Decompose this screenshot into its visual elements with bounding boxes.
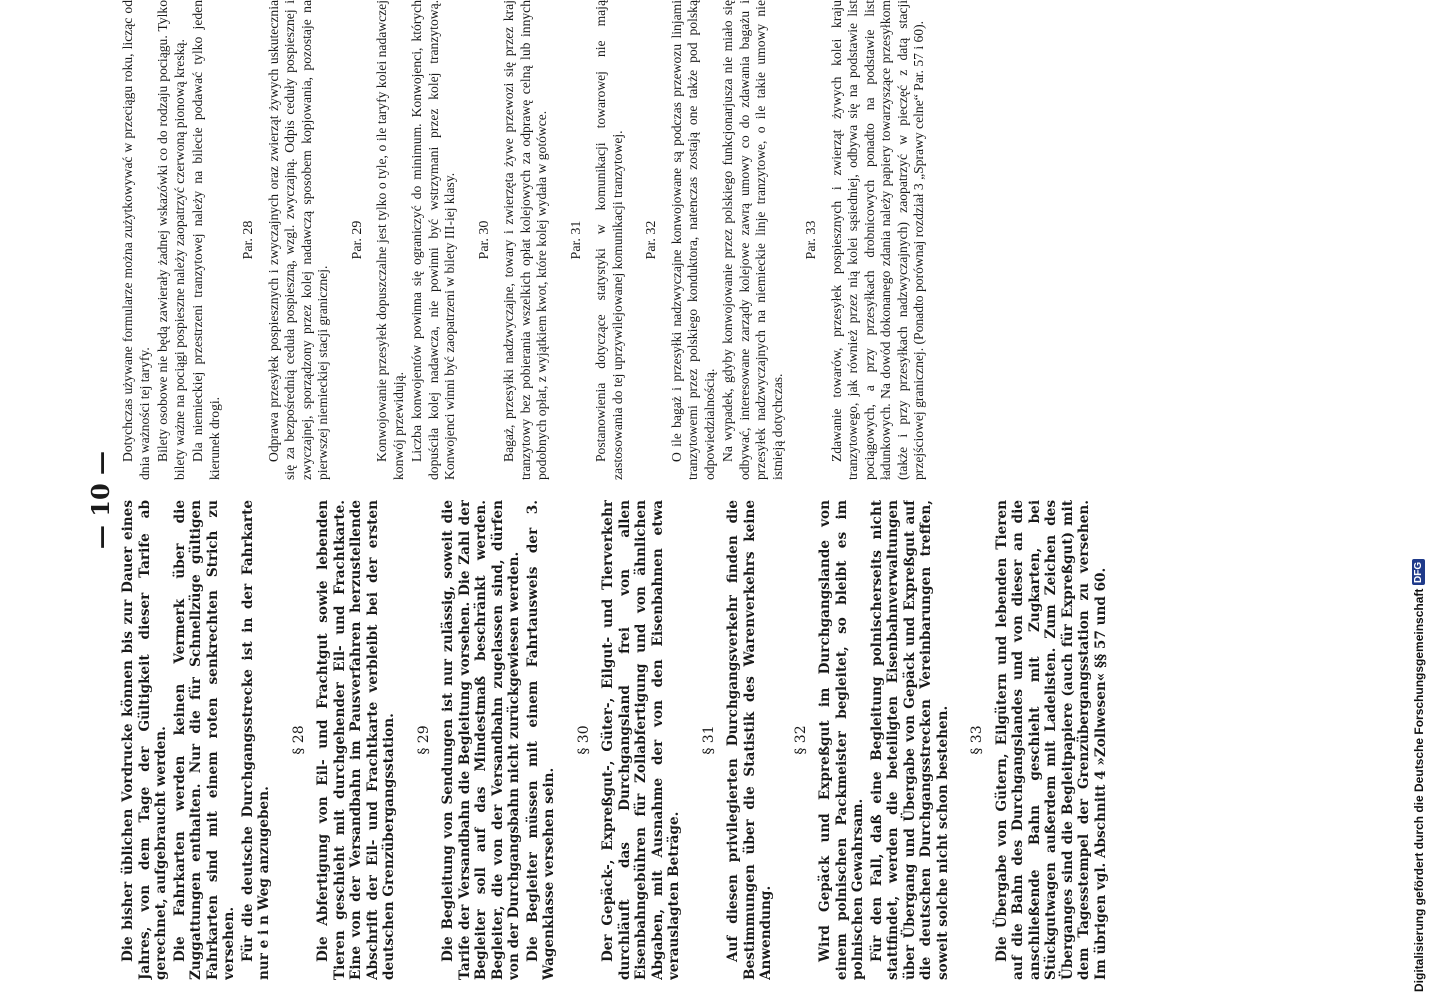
digitization-text: Digitalisierung gefördert durch die Deutsche Forschungsgemeinschaft <box>1412 588 1426 992</box>
section-paragraph: Postanowienia dotyczące statystyki w komunikacji towarowej nie mają zastosowania do tej uprzywilejowanej komunikacji tranzytowej. <box>593 0 625 480</box>
german-intro-2: Die Fahrkarten werden keinen Vermerk über die Zuggattungen enthalten. Nur die für Schnellzüge gültigen Fahrkarten sind mit einem roten senkrechten Strich zu versehen. <box>171 500 237 980</box>
polish-section-31 <box>569 0 627 480</box>
german-column <box>120 500 1420 980</box>
german-intro-3: Für die deutsche Durchgangsstrecke ist in der Fahrkarte nur e i n Weg anzugeben. <box>239 500 272 980</box>
section-heading: § 33 <box>969 725 985 755</box>
page-number: — 10 — <box>85 450 115 550</box>
german-section-29 <box>416 500 558 980</box>
german-section-31 <box>701 500 775 980</box>
section-paragraph: Für den Fall, daß eine Begleitung polnischerseits nicht stattfindet, werden die beteiligten Eisenbahnverwaltungen über Übergang und Übergabe von Gepäck und Expreßgut auf die deutschen Durchgangsstrecken Vereinbarungen treffen, soweit solche nicht schon bestehen. <box>868 500 951 980</box>
section-heading: § 31 <box>700 725 717 755</box>
section-paragraph: Na wypadek, gdyby konwojowanie przez polskiego funkcjonarjusza nie miało się odbywać, interesowane zarządy kolejowe zawrą umowy co do zdawania bagażu i przesyłek nadzwyczajnych na niemieckie linje tranzytowe, o ile takie umowy nie istnieją dotychczas. <box>720 0 785 480</box>
section-heading: Par. 33 <box>804 220 819 260</box>
section-paragraph: Der Gepäck-, Expreßgut-, Güter-, Eilgut- und Tierverkehr durchläuft das Durchgangsland frei von allen Eisenbahngebühren für Zollabfertigung und von ähnlichen Abgaben, mit Ausnahme der von den Eisenbahnen etwa verauslagten Beträge. <box>600 500 682 980</box>
digitization-note <box>1412 8 1432 992</box>
polish-section-32 <box>644 0 786 480</box>
section-heading: Par. 31 <box>568 220 584 260</box>
section-paragraph: Wird Gepäck und Expreßgut im Durchgangslande von einem polnischen Packmeister begleitet, so bleibt es im polnischen Gewahrsam. <box>817 500 866 980</box>
german-section-30 <box>576 500 683 980</box>
polish-column <box>120 0 1420 480</box>
section-paragraph: Die Begleitung von Sendungen ist nur zulässig, soweit die Tarife der Versandbahn die Begleitung vorsehen. Die Zahl der Begleiter soll auf das Mindestmaß beschränkt werden. Begleiter, die von der Versandbahn zugelassen sind, dürfen von der Durchgangsbahn nicht zurückgewiesen werden. <box>440 500 522 980</box>
polish-intro-3: Dla niemieckiej przestrzeni tranzytowej należy na bilecie podawać tylko jeden kierunek drogi. <box>190 0 222 480</box>
section-paragraph: Die Begleiter müssen mit einem Fahrtausweis der 3. Wagenklasse versehen sein. <box>524 500 557 980</box>
section-heading: Par. 29 <box>349 220 365 260</box>
section-heading: § 32 <box>792 725 809 755</box>
section-paragraph: Auf diesen privilegierten Durchgangsverkehr finden die Bestimmungen über die Statistik des Warenverkehrs keine Anwendung. <box>725 500 774 980</box>
section-paragraph: Die Übergabe von Gütern, Eilgütern und lebenden Tieren auf die Bahn des Durchgangslandes und von dieser an die anschließende Bahn geschieht mit Zugkarten, bei Stückgutwagen außerdem mit Ladelisten. Zum Zeichen des Überganges sind die Begleitpapiere (auch für Expreßgut) mit dem Tagesstempel der Grenzübergangsstation zu versehen. Im übrigen vgl. Abschnitt 4 »Zollwesen« §§ 57 und 60. <box>993 500 1109 980</box>
dfg-logo: DFG <box>1413 561 1424 583</box>
section-paragraph: Bagaż, przesyłki nadzwyczajne, towary i zwierzęta żywe przewozi się przez kraj tranzytowy bez pobierania wszelkich opłat kolejowych za odprawę celną lub innych podobnych opłat, z wyjątkiem kwot, które kolej wydała w gotówce. <box>501 0 549 480</box>
polish-intro-1: Dotychczas używane formularze można zużytkowywać w przeciągu roku, licząc od dnia ważności tej taryfy. <box>120 0 152 480</box>
section-heading: Par. 30 <box>476 220 492 260</box>
section-paragraph: O ile bagaż i przesyłki nadzwyczajne konwojowane są podczas przewozu linjami tranzytowemi przez polskiego konduktora, natenczas zostają one także pod polską odpowiedzialnością. <box>668 0 717 480</box>
section-paragraph: Odprawa przesyłek pospiesznych i zwyczajnych oraz zwierząt żywych uskutecznia się za bezpośrednią ceduła pospieszną, wzgl. zwyczajną. Odpis ceduły pospiesznej i zwyczajnej, sporządzony przez kolej nadawczą sposobem kopjowania, pozostaje na pierwszej niemieckiej stacji granicznej. <box>265 0 330 480</box>
section-heading: Par. 28 <box>241 220 256 260</box>
german-section-33 <box>969 500 1109 980</box>
polish-section-29 <box>350 0 459 480</box>
section-heading: § 28 <box>290 725 307 755</box>
polish-section-28 <box>241 0 332 480</box>
section-paragraph: Zdawanie towarów, przesyłek pospiesznych i zwierząt żywych kolei kraju tranzytowego, jak również przez nią kolei sąsiedniej, odbywa się na podstawie list pociągowych, a przy przesyłkach drobnicowych ponadto na podstawie list ładunkowych. Na dowód dokonanego zdania należy papiery towarzyszące przesyłkom (także i przy przesyłkach nadzwyczajnych) zaopatrzyć w pieczęć z datą stacji przejściowej granicznej. (Ponadto porównaj rozdział 3 „Sprawy celne“ Par. 57 i 60). <box>828 0 926 480</box>
polish-section-30 <box>477 0 551 480</box>
polish-section-33 <box>804 0 928 480</box>
section-paragraph: Liczba konwojentów powinna się ograniczyć do minimum. Konwojenci, których dopuściła kolej nadawcza, nie powinni być wstrzymani przez kolej tranzytową. Konwojenci winni być zaopatrzeni w bilety III-iej klasy. <box>409 0 457 480</box>
section-heading: § 30 <box>575 725 592 755</box>
section-heading: § 29 <box>415 725 432 755</box>
section-paragraph: Die Abfertigung von Eil- und Frachtgut sowie lebenden Tieren geschieht mit durchgehender Eil- und Frachtkarte. Eine von der Versandbahn im Pausverfahren herzustellende Abschrift der Eil- und Frachtkarte verbleibt bei der ersten deutschen Grenzübergangsstation. <box>315 500 397 980</box>
german-intro-1: Die bisher üblichen Vordrucke können bis zur Dauer eines Jahres, von dem Tage der Gültigkeit dieser Tarife ab gerechnet, aufgebraucht werden. <box>120 500 169 980</box>
polish-intro-2: Bilety osobowe nie będą zawierały żadnej wskazówki co do rodzaju pociągu. Tylko bilety ważne na pociągi pospieszne należy zaopatrzyć czerwoną pionową kreską. <box>155 0 187 480</box>
german-section-28 <box>291 500 398 980</box>
section-heading: Par. 32 <box>644 220 659 260</box>
section-paragraph: Konwojowanie przesyłek dopuszczalne jest tylko o tyle, o ile taryfy kolei nadawczej konwój przewidują. <box>374 0 406 480</box>
german-section-32 <box>793 500 952 980</box>
rotated-page <box>80 0 1420 1000</box>
